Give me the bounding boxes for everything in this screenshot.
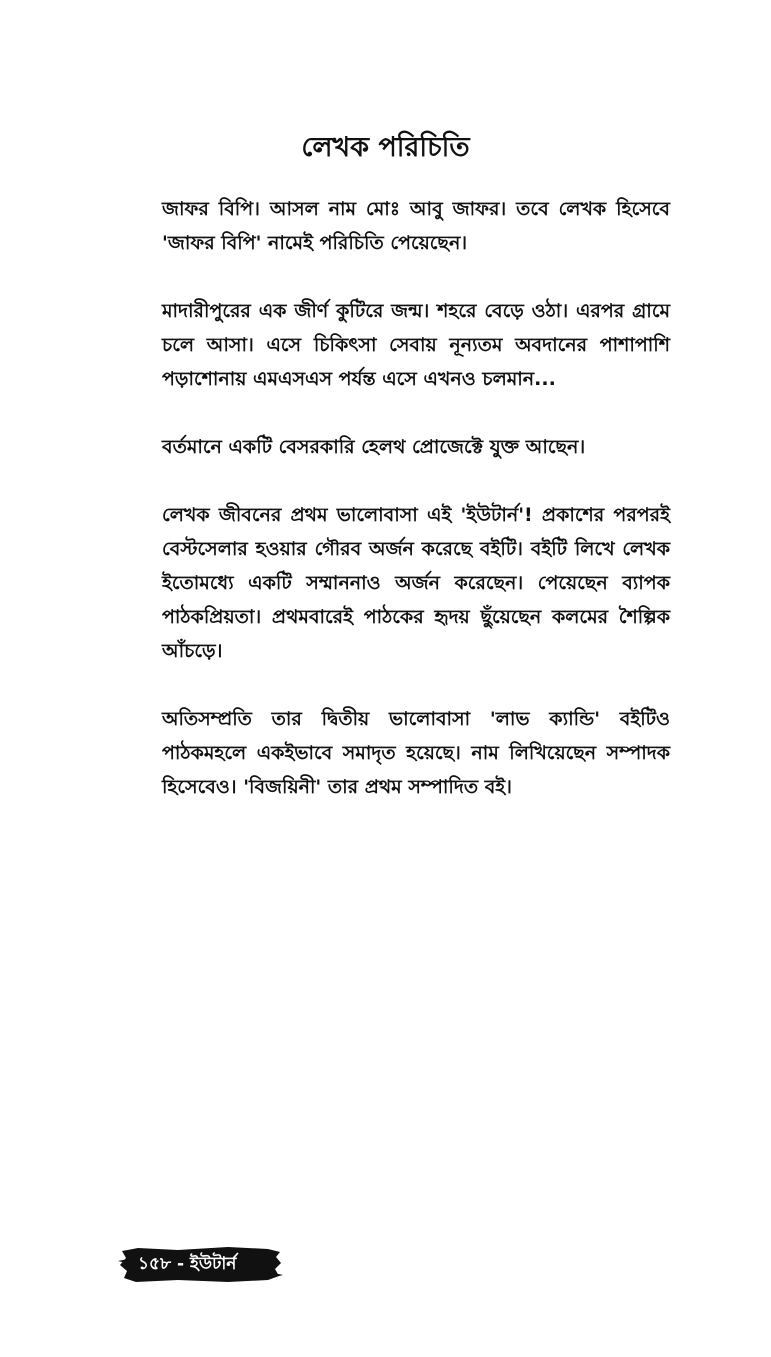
author-bio [162, 192, 670, 838]
page-footer-badge [118, 1243, 283, 1285]
bio-paragraph-second-book: অতিসম্প্রতি তার দ্বিতীয় ভালোবাসা 'লাভ ক্যান্ডি' বইটিও পাঠকমহলে একইভাবে সমাদৃত হয়েছে। নাম লিখিয়েছেন সম্পাদক হিসেবেও। 'বিজয়িনী' তার প্রথম সম্পাদিত বই। [162, 708, 670, 798]
bio-paragraph-work: বর্তমানে একটি বেসরকারি হেলথ প্রোজেক্টে যুক্ত আছেন। [162, 436, 586, 458]
bio-paragraph-first-book: লেখক জীবনের প্রথম ভালোবাসা এই 'ইউটার্ন'! প্রকাশের পরপরই বেস্টসেলার হওয়ার গৌরব অর্জন করেছে বইটি। বইটি লিখে লেখক ইতোমধ্যে একটি সম্মাননাও অর্জন করেছেন। পেয়েছেন ব্যাপক পাঠকপ্রিয়তা। প্রথমবারেই পাঠকের হৃদয় ছুঁয়েছেন কলমের শৈল্পিক আঁচড়ে। [162, 504, 670, 662]
bio-paragraph-origin: মাদারীপুরের এক জীর্ণ কুটিরে জন্ম। শহরে বেড়ে ওঠা। এরপর গ্রামে চলে আসা। এসে চিকিৎসা সেবায় নূন্যতম অবদানের পাশাপাশি পড়াশোনায় এমএসএস পর্যন্ত এসে এখনও চলমান... [162, 300, 670, 390]
footer-text [138, 1243, 236, 1285]
book-title: ইউটার্ন [190, 1254, 237, 1274]
bio-paragraph-name: জাফর বিপি। আসল নাম মোঃ আবু জাফর। তবে লেখক হিসেবে 'জাফর বিপি' নামেই পরিচিতি পেয়েছেন। [162, 198, 670, 254]
footer-separator: - [177, 1254, 185, 1274]
page-number: ১৫৮ [138, 1254, 172, 1274]
page-title: লেখক পরিচিতি [301, 132, 470, 163]
